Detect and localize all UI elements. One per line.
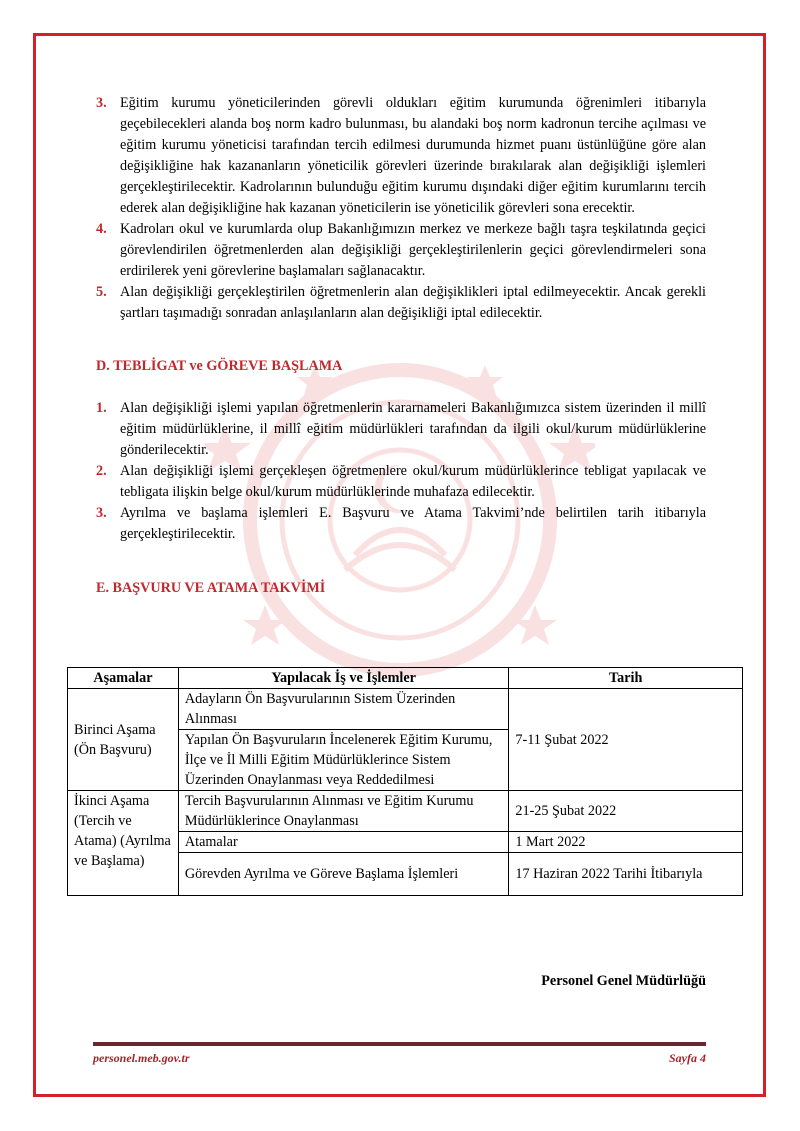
item-number: 3. — [96, 95, 107, 111]
task-cell: Adayların Ön Başvurularının Sistem Üzerinden Alınması — [178, 689, 508, 730]
date-cell: 7-11 Şubat 2022 — [509, 689, 743, 791]
section-d-heading: D. TEBLİGAT ve GÖREVE BAŞLAMA — [96, 358, 343, 374]
task-cell: Yapılan Ön Başvuruların İncelenerek Eğitim Kurumu, İlçe ve İl Milli Eğitim Müdürlüklerince Sistem Üzerinden Onaylanması veya Reddedilmesi — [178, 730, 508, 791]
item-number: 3. — [96, 505, 107, 521]
stage-cell: Birinci Aşama (Ön Başvuru) — [68, 689, 179, 791]
list-item — [96, 219, 706, 282]
table-row — [68, 791, 743, 832]
header-tasks: Yapılacak İş ve İşlemler — [178, 668, 508, 689]
item-number: 2. — [96, 463, 107, 479]
table-row — [68, 689, 743, 730]
task-cell: Atamalar — [178, 832, 508, 853]
item-text: Eğitim kurumu yöneticilerinden görevli oldukları eğitim kurumunda öğrenimleri itibarıyla geçebilecekleri alanda boş norm kadro bulunması, bu alandaki boş norm kadronun tercihe açılması ve eğitim kurumu yöneticisi tarafından tercih edilmesi durumunda hizmet puanı üstünlüğüne göre alan değişikliğine hak kazananların yöneticilik görevleri üzerinde bırakılarak alan değişikliği işlemleri gerçekleştirilecektir. Kadrolarının bulunduğu eğitim kurumu dışındaki diğer eğitim kurumlarını tercih ederek alan değişikliğine hak kazanan yöneticilerin ise yöneticilik görevleri sona erecektir. — [120, 95, 706, 216]
section-d-list — [96, 398, 706, 545]
signature: Personel Genel Müdürlüğü — [541, 973, 706, 989]
item-text: Alan değişikliği işlemi gerçekleşen öğretmenlere okul/kurum müdürlüklerince tebligat yapılacak ve tebligata ilişkin belge okul/kurum müdürlüklerinde muhafaza edilecektir. — [120, 463, 706, 500]
item-number: 5. — [96, 284, 107, 300]
task-cell: Görevden Ayrılma ve Göreve Başlama İşlemleri — [178, 853, 508, 896]
list-item — [96, 93, 706, 219]
footer-page-number: Sayfa 4 — [669, 1051, 706, 1065]
section-e-heading: E. BAŞVURU VE ATAMA TAKVİMİ — [96, 580, 326, 596]
list-item — [96, 461, 706, 503]
item-number: 1. — [96, 400, 107, 416]
item-text: Alan değişikliği gerçekleştirilen öğretmenlerin alan değişiklikleri iptal edilmeyecektir. Ancak gerekli şartları taşımadığı sonradan anlaşılanların alan değişikliği iptal edilecektir. — [120, 284, 706, 321]
date-cell: 17 Haziran 2022 Tarihi İtibarıyla — [509, 853, 743, 896]
list-item — [96, 398, 706, 461]
section-c-list — [96, 93, 706, 324]
date-cell: 1 Mart 2022 — [509, 832, 743, 853]
stage-cell: İkinci Aşama (Tercih ve Atama) (Ayrılma ve Başlama) — [68, 791, 179, 896]
item-number: 4. — [96, 221, 107, 237]
footer-divider — [93, 1042, 706, 1046]
item-text: Alan değişikliği işlemi yapılan öğretmenlerin kararnameleri Bakanlığımızca sistem üzerinden il millî eğitim müdürlüklerine, il millî eğitim müdürlükleri tarafından da ilgili okul/kurum müdürlüklerine gönderilecektir. — [120, 400, 706, 458]
header-date: Tarih — [509, 668, 743, 689]
list-item — [96, 282, 706, 324]
date-cell: 21-25 Şubat 2022 — [509, 791, 743, 832]
item-text: Ayrılma ve başlama işlemleri E. Başvuru ve Atama Takvimi’nde belirtilen tarih itibarıyla gerçekleştirilecektir. — [120, 505, 706, 542]
page-content — [96, 93, 706, 605]
item-text: Kadroları okul ve kurumlarda olup Bakanlığımızın merkez ve merkeze bağlı taşra teşkilatında geçici görevlendirilen öğretmenlerden alan değişikliği gerçekleştirilenlerin geçici görevlendirmeleri sona erdirilerek yeni görevlerine başlamaları sağlanacaktır. — [120, 221, 706, 279]
header-stages: Aşamalar — [68, 668, 179, 689]
task-cell: Tercih Başvurularının Alınması ve Eğitim Kurumu Müdürlüklerince Onaylanması — [178, 791, 508, 832]
schedule-table — [67, 667, 743, 896]
table-header-row — [68, 668, 743, 689]
list-item — [96, 503, 706, 545]
footer-website: personel.meb.gov.tr — [93, 1051, 190, 1065]
